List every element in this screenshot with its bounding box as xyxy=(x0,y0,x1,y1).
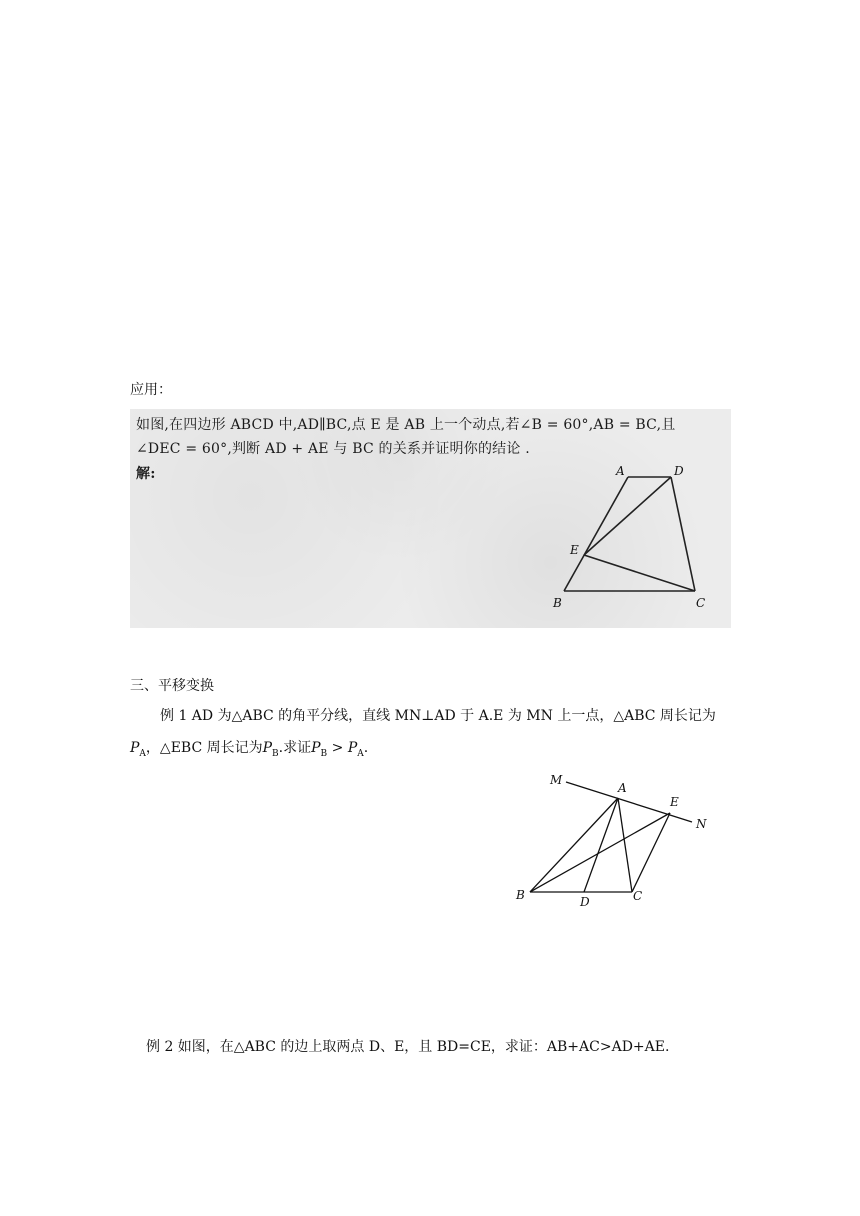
label-d: D xyxy=(674,464,684,478)
label-b: B xyxy=(553,596,562,610)
label-c: C xyxy=(633,889,643,903)
example-1-line-2 xyxy=(130,738,368,764)
quadrilateral-figure xyxy=(130,409,731,628)
segment-ac xyxy=(618,798,632,892)
scanned-problem-image xyxy=(130,409,731,628)
problem-line-1: 如图,在四边形 ABCD 中,AD∥BC,点 E 是 AB 上一个动点,若∠B = 60°,AB = BC,且 xyxy=(136,417,676,433)
label-d: D xyxy=(580,895,590,909)
example-1-mid-text: ，△EBC 周长记为 xyxy=(145,740,263,756)
label-c: C xyxy=(696,596,706,610)
pa-symbol: P xyxy=(130,740,140,756)
segment-ab xyxy=(564,477,628,591)
prove-text: .求证 xyxy=(278,740,312,756)
label-e: E xyxy=(670,795,679,809)
segment-ec xyxy=(632,813,670,892)
example-1-line-1: 例 1 AD 为△ABC 的角平分线，直线 MN⊥AD 于 A.E 为 MN 上一点，△ABC 周长记为 xyxy=(160,708,716,724)
segment-dc xyxy=(671,477,695,591)
segment-ed xyxy=(584,477,671,555)
triangle-mn-figure xyxy=(500,770,720,910)
ineq-left-subscript: B xyxy=(320,749,328,759)
ineq-right-subscript: A xyxy=(357,749,364,759)
application-heading: 应用： xyxy=(130,382,172,398)
pa-subscript: A xyxy=(139,749,146,759)
greater-than-sign: > xyxy=(327,740,348,756)
label-a: A xyxy=(618,781,627,795)
label-a: A xyxy=(616,464,625,478)
segment-ab xyxy=(530,798,618,892)
segment-be xyxy=(530,813,670,892)
label-b: B xyxy=(516,888,525,902)
problem-line-2: ∠DEC = 60°,判断 AD + AE 与 BC 的关系并证明你的结论 . xyxy=(136,441,530,457)
segment-ec xyxy=(584,555,695,591)
example-1-end: . xyxy=(363,740,369,756)
ineq-left-symbol: P xyxy=(311,740,321,756)
label-n: N xyxy=(696,817,707,831)
label-m: M xyxy=(550,773,563,787)
solution-label: 解: xyxy=(136,466,156,482)
example-2: 例 2 如图，在△ABC 的边上取两点 D、E，且 BD=CE，求证：AB+AC>AD+AE. xyxy=(146,1039,670,1055)
pb-subscript: B xyxy=(272,749,279,759)
label-e: E xyxy=(570,543,579,557)
pb-symbol: P xyxy=(262,740,273,756)
ineq-right-symbol: P xyxy=(347,740,358,756)
section-3-heading: 三、平移变换 xyxy=(130,678,214,694)
